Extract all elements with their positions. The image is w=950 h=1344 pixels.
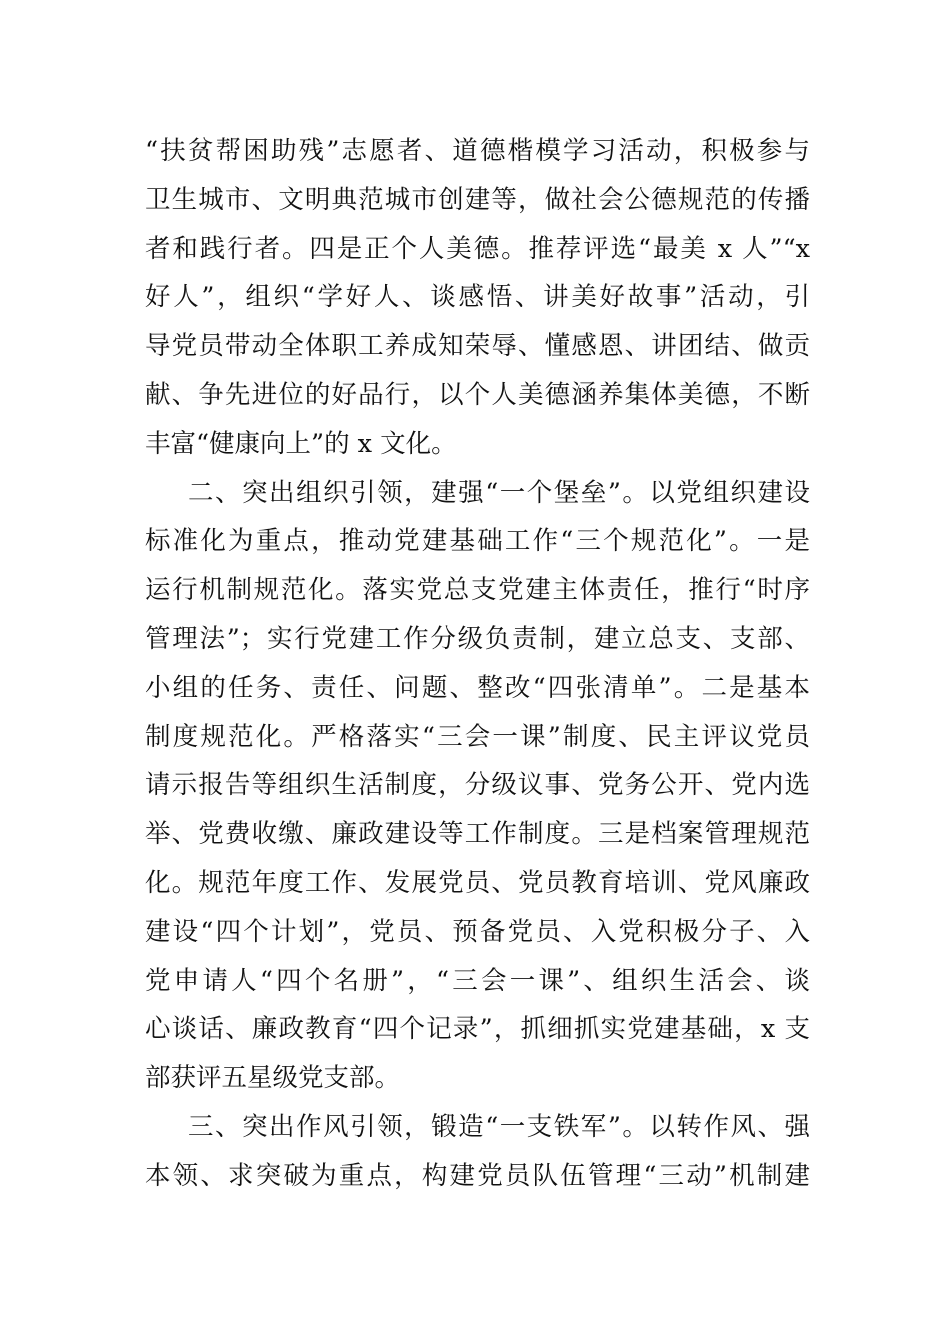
text-line: 二、突出组织引领，建强“一个堡垒”。以党组织建设 [188, 477, 810, 508]
text-line: 三、突出作风引领，锻造“一支铁军”。以转作风、强 [188, 1111, 810, 1142]
text-line: “扶贫帮困助残”志愿者、道德楷模学习活动，积极参与 [145, 136, 810, 166]
text-line: 举、党费收缴、廉政建设等工作制度。三是档案管理规范 [145, 819, 810, 850]
text-line: 心谈话、廉政教育“四个记录”，抓细抓实党建基础，x 支 [145, 1014, 810, 1045]
text-line: 好人”，组织“学好人、谈感悟、讲美好故事”活动，引 [145, 282, 810, 313]
text-line: 丰富“健康向上”的 x 文化。 [145, 428, 457, 459]
text-line: 部获评五星级党支部。 [145, 1063, 401, 1094]
text-line: 者和践行者。四是正个人美德。推荐评选“最美 x 人”“x [145, 233, 810, 264]
text-line: 党申请人“四个名册”，“三会一课”、组织生活会、谈 [145, 965, 810, 996]
text-line: 管理法”；实行党建工作分级负责制，建立总支、支部、 [145, 623, 810, 654]
text-line: 献、争先进位的好品行，以个人美德涵养集体美德，不断 [145, 379, 810, 410]
text-line: 标准化为重点，推动党建基础工作“三个规范化”。一是 [145, 526, 810, 557]
text-line: 导党员带动全体职工养成知荣辱、懂感恩、讲团结、做贡 [145, 331, 810, 362]
text-line: 化。规范年度工作、发展党员、党员教育培训、党风廉政 [145, 867, 810, 898]
text-line: 运行机制规范化。落实党总支党建主体责任，推行“时序 [145, 575, 810, 606]
text-line: 制度规范化。严格落实“三会一课”制度、民主评议党员 [145, 721, 810, 752]
text-line: 本领、求突破为重点，构建党员队伍管理“三动”机制建 [145, 1160, 810, 1191]
document-body [145, 127, 810, 1201]
text-line: 建设“四个计划”，党员、预备党员、入党积极分子、入 [145, 916, 810, 947]
text-line: 卫生城市、文明典范城市创建等，做社会公德规范的传播 [145, 184, 810, 215]
text-line: 请示报告等组织生活制度，分级议事、党务公开、党内选 [145, 770, 810, 801]
text-line: 小组的任务、责任、问题、整改“四张清单”。二是基本 [145, 672, 810, 703]
